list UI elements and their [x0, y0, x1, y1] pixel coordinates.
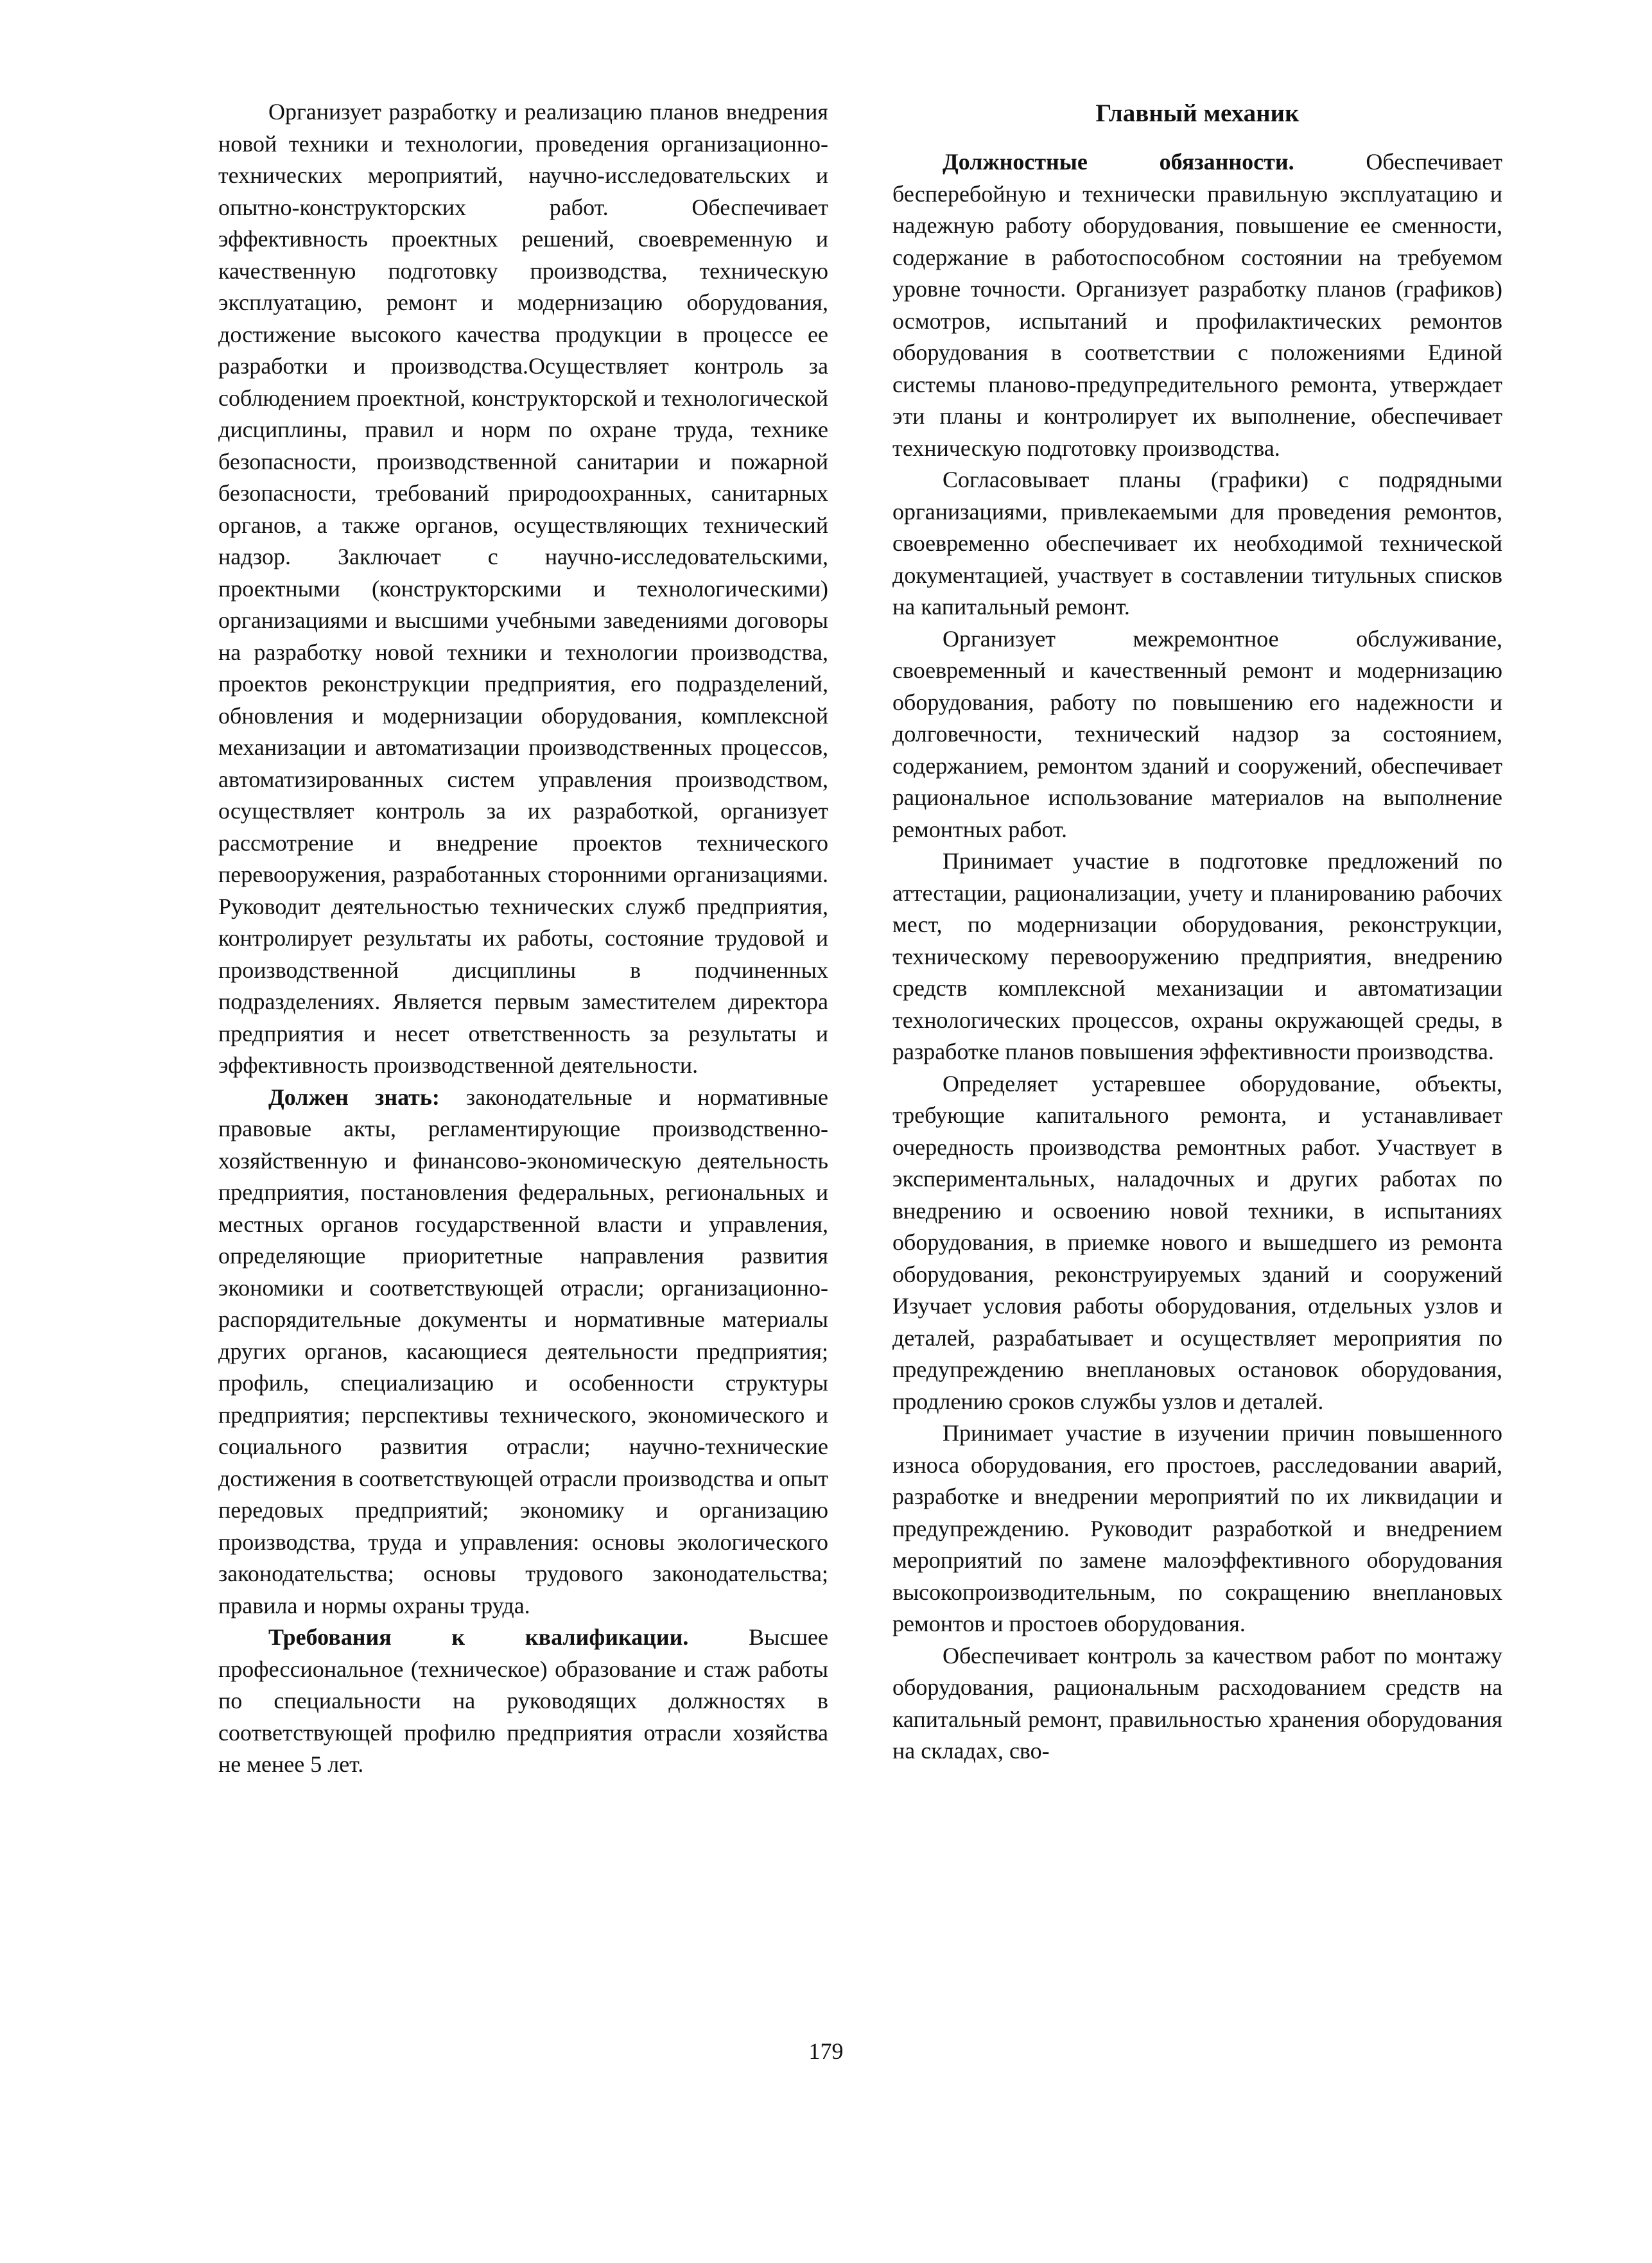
paragraph-text: Определяет устаревшее оборудование, объекты, требующие капитального ремонта, и устанавливает очередность производства ремонтных работ. Участвует в экспериментальных, наладочных и других работах по внедрению и освоению новой техники, в испытаниях оборудования, в приемке нового и вышедшего из ремонта оборудования, реконструируемых зданий и сооружений Изучает условия работы оборудования, отдельных узлов и деталей, разрабатывает и осуществляет мероприятия по предупреждению внеплановых остановок оборудования, продлению сроков службы узлов и деталей. — [892, 1070, 1502, 1414]
paragraph-participates-proposals — [892, 845, 1502, 1068]
paragraph-text: Обеспечивает бесперебойную и технически правильную эксплуатацию и надежную работу оборудования, повышение ее сменности, содержание в работоспособном состоянии на требуемом уровне точности. Организует разработку планов (графиков) осмотров, испытаний и профилактических ремонтов оборудования в соответствии с положениями Единой системы планово-предупредительного ремонта, утверждает эти планы и контролирует их выполнение, обеспечивает техническую подготовку производства. — [892, 149, 1503, 461]
paragraph-studies-wear — [892, 1418, 1502, 1640]
section-heading-chief-mechanic: Главный механик — [1095, 100, 1300, 127]
paragraph-text: законодательные и нормативные правовые акты, регламентирующие производственно-хозяйственную и финансово-экономическую деятельность предприятия, постановления федеральных, региональных и местных органов государственной власти и управления, определяющие приоритетные направления развития экономики и соответствующей отрасли; организационно-распорядительные документы и нормативные материалы других органов, касающиеся деятельности предприятия; профиль, специализацию и особенности структуры предприятия; перспективы технического, экономического и социального развития отрасли; научно-технические достижения в соответствующей отрасли производства и опыт передовых предприятий; экономику и организацию производства, труда и управления: основы экологического законодательства; основы трудового законодательства; правила и нормы охраны труда. — [218, 1084, 828, 1618]
paragraph-must-know — [218, 1082, 828, 1622]
paragraph-text: Согласовывает планы (графики) с подрядными организациями, привлекаемыми для проведения ремонтов, своевременно обеспечивает их необходимой технической документацией, участвует в составлении титульных списков на капитальный ремонт. — [892, 467, 1502, 620]
paragraph-responsibilities-continued — [218, 96, 828, 1082]
paragraph-text: Организует разработку и реализацию планов внедрения новой техники и технологии, проведения организационно-технических мероприятий, научно-исследовательских и опытно-конструкторских работ. Обеспечивает эффективность проектных решений, своевременную и качественную подготовку производства, техническую эксплуатацию, ремонт и модернизацию оборудования, достижение высокого качества продукции в процессе ее разработки и производства.Осуществляет контроль за соблюдением проектной, конструкторской и технологической дисциплины, правил и норм по охране труда, технике безопасности, производственной санитарии и пожарной безопасности, требований природоохранных, санитарных органов, а также органов, осуществляющих технический надзор. Заключает с научно-исследовательскими, проектными (конструкторскими и технологическими) организациями и высшими учебными заведениями договоры на разработку новой техники и технологии производства, проектов реконструкции предприятия, его подразделений, обновления и модернизации оборудования, комплексной механизации и автоматизации производственных процессов, автоматизированных систем управления производством, осуществляет контроль за их разработкой, организует рассмотрение и внедрение проектов технического перевооружения, разработанных сторонними организациями. Руководит деятельностью технических служб предприятия, контролирует результаты их работы, состояние трудовой и производственной дисциплины в подчиненных подразделениях. Является первым заместителем директора предприятия и несет ответственность за результаты и эффективность производственной деятельности. — [218, 99, 828, 1078]
right-column — [892, 96, 1502, 1767]
paragraph-text: Принимает участие в подготовке предложений по аттестации, рационализации, учету и планированию рабочих мест, по модернизации оборудования, реконструкции, техническому перевооружению предприятия, внедрению средств комплексной механизации и автоматизации технологических процессов, охраны окружающей среды, в разработке планов повышения эффективности производства. — [892, 848, 1502, 1064]
paragraph-determines-outdated — [892, 1068, 1502, 1418]
paragraph-text: Организует межремонтное обслуживание, своевременный и качественный ремонт и модернизацию оборудования, работу по повышению его надежности и долговечности, технический надзор за состоянием, содержанием, ремонтом зданий и сооружений, обеспечивает рациональное использование материалов на выполнение ремонтных работ. — [892, 625, 1502, 842]
run-in-heading-must-know: Должен знать: — [268, 1084, 440, 1110]
paragraph-text: Обеспечивает контроль за качеством работ по монтажу оборудования, рациональным расходованием средств на капитальный ремонт, правильностью хранения оборудования на складах, сво- — [892, 1642, 1502, 1764]
paragraph-text: Принимает участие в изучении причин повышенного износа оборудования, его простоев, расследовании аварий, разработке и внедрении мероприятий по их ликвидации и предупреждению. Руководит разработкой и внедрением мероприятий по замене малоэффективного оборудования высокопроизводительным, по сокращению внеплановых ремонтов и простоев оборудования. — [892, 1420, 1502, 1636]
run-in-heading-duties: Должностные обязанности. — [943, 149, 1294, 175]
left-column — [218, 96, 828, 1781]
paragraph-quality-control — [892, 1640, 1502, 1767]
paragraph-duties — [892, 146, 1502, 464]
paragraph-qualification-requirements — [218, 1622, 828, 1781]
paragraph-organizes-maintenance — [892, 623, 1502, 846]
paragraph-coordinates-plans — [892, 464, 1502, 623]
page-number: 179 — [808, 2038, 844, 2064]
paragraph-text: Высшее профессиональное (техническое) образование и стаж работы по специальности на руководящих должностях в соответствующей профилю предприятия отрасли хозяйства не менее 5 лет. — [218, 1624, 828, 1777]
run-in-heading-qualification: Требования к квалификации. — [268, 1624, 689, 1650]
